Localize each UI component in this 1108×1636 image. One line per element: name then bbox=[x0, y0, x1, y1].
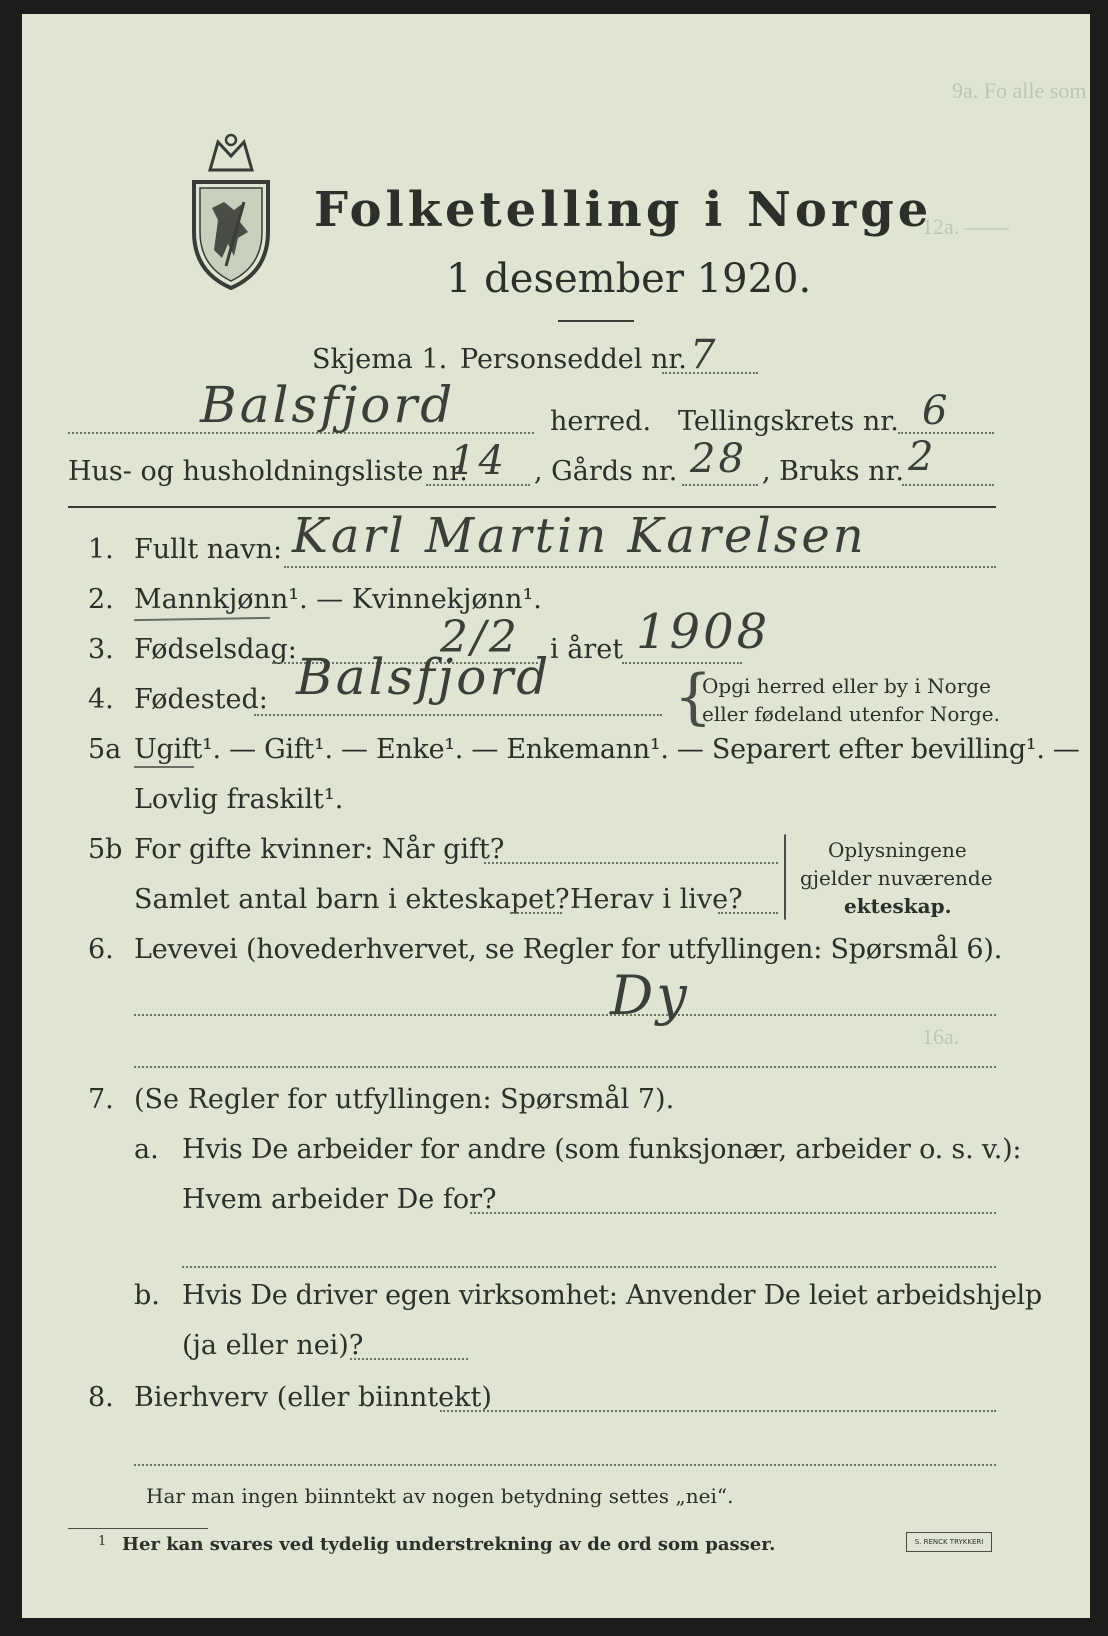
q7b-letter: b. bbox=[134, 1280, 160, 1311]
show-through-text: 9a. Fo alle som bbox=[952, 78, 1087, 103]
q2-underline bbox=[134, 617, 270, 621]
q6-line-1 bbox=[134, 1014, 996, 1016]
q5b-note-2: gjelder nuværende bbox=[800, 866, 993, 890]
q3-day: 2/2 bbox=[440, 612, 520, 663]
q5b-note-1: Oplysningene bbox=[828, 838, 967, 862]
bruks-line bbox=[902, 484, 994, 486]
q3-year-label: i året bbox=[550, 634, 624, 665]
q3-year: 1908 bbox=[636, 604, 771, 660]
title-divider bbox=[558, 320, 634, 322]
q5a-line-2: Lovlig fraskilt¹. bbox=[134, 784, 344, 815]
q6-number: 6. bbox=[88, 934, 114, 965]
q1-value: Karl Martin Karelsen bbox=[292, 508, 867, 564]
q4-number: 4. bbox=[88, 684, 114, 715]
q5b-line-2b: Herav i live? bbox=[570, 884, 743, 915]
q4-label: Fødested: bbox=[134, 684, 268, 715]
herred-value: Balsfjord bbox=[200, 376, 456, 434]
q7-number: 7. bbox=[88, 1084, 114, 1115]
personseddel-label: Personseddel nr. bbox=[460, 344, 687, 375]
schema-label: Skjema 1. bbox=[312, 344, 448, 375]
hus-line bbox=[426, 484, 530, 486]
printer-stamp: S. RENCK TRYKKERI bbox=[906, 1532, 992, 1552]
tellingskrets-value: 6 bbox=[922, 388, 951, 434]
q5a-number: 5a bbox=[88, 734, 122, 765]
q8-line-2 bbox=[134, 1464, 996, 1466]
footnote-mark: 1 bbox=[98, 1534, 107, 1549]
q4-note-1: Opgi herred eller by i Norge bbox=[702, 674, 991, 698]
q7a-letter: a. bbox=[134, 1134, 159, 1165]
q4-note-2: eller fødeland utenfor Norge. bbox=[702, 702, 1000, 726]
q4-brace: { bbox=[674, 662, 713, 732]
q2-label: Mannkjønn¹. — Kvinnekjønn¹. bbox=[134, 584, 542, 615]
footer-note: Har man ingen biinntekt av nogen betydning settes „nei“. bbox=[146, 1484, 734, 1508]
q2-number: 2. bbox=[88, 584, 114, 615]
q7b-line-2: (ja eller nei)? bbox=[182, 1330, 364, 1361]
q7a-line-extra bbox=[182, 1266, 996, 1268]
q1-number: 1. bbox=[88, 534, 114, 565]
q7-label: (Se Regler for utfyllingen: Spørsmål 7). bbox=[134, 1084, 675, 1115]
q5b-alive-line bbox=[718, 912, 778, 914]
gards-label: , Gårds nr. bbox=[534, 456, 678, 487]
q5b-married-line bbox=[484, 862, 778, 864]
q3-number: 3. bbox=[88, 634, 114, 665]
q1-line bbox=[284, 566, 996, 568]
gards-line bbox=[682, 484, 758, 486]
q7a-line-1: Hvis De arbeider for andre (som funksjonær, arbeider o. s. v.): bbox=[182, 1134, 1022, 1165]
hus-value: 14 bbox=[450, 438, 507, 484]
q5a-underline bbox=[134, 766, 194, 768]
personseddel-value: 7 bbox=[690, 332, 719, 378]
q7a-line bbox=[470, 1212, 996, 1214]
census-form-page bbox=[22, 14, 1090, 1618]
coat-of-arms-icon bbox=[188, 132, 274, 292]
hus-label: Hus- og husholdningsliste nr. bbox=[68, 456, 468, 487]
census-date: 1 desember 1920. bbox=[446, 256, 812, 302]
footnote: Her kan svares ved tydelig understrekning av de ord som passer. bbox=[122, 1534, 776, 1555]
q5a-line-1: Ugift¹. — Gift¹. — Enke¹. — Enkemann¹. — Separert efter bevilling¹. — bbox=[134, 734, 1080, 765]
q1-label: Fullt navn: bbox=[134, 534, 283, 565]
q4-value: Balsfjord bbox=[296, 648, 552, 706]
q5b-line-2: Samlet antal barn i ekteskapet? bbox=[134, 884, 570, 915]
q7b-line-1: Hvis De driver egen virksomhet: Anvender De leiet arbeidshjelp bbox=[182, 1280, 1042, 1311]
q4-line bbox=[254, 714, 662, 716]
bruks-value: 2 bbox=[908, 434, 937, 480]
q7a-line-2: Hvem arbeider De for? bbox=[182, 1184, 497, 1215]
show-through-text: 16a. bbox=[922, 1024, 960, 1049]
q7b-line bbox=[350, 1358, 468, 1360]
show-through-text: 12a. —— bbox=[922, 214, 1009, 239]
q5b-children-line bbox=[510, 912, 562, 914]
q8-line-1 bbox=[440, 1410, 996, 1412]
q8-label: Bierhverv (eller biinntekt) bbox=[134, 1382, 492, 1413]
q8-number: 8. bbox=[88, 1382, 114, 1413]
herred-label: herred. bbox=[550, 406, 652, 437]
q6-label: Levevei (hovederhvervet, se Regler for utfyllingen: Spørsmål 6). bbox=[134, 934, 1003, 965]
q5b-bracket bbox=[784, 834, 786, 920]
q5b-number: 5b bbox=[88, 834, 123, 865]
form-title: Folketelling i Norge bbox=[314, 182, 933, 238]
q5b-line-1: For gifte kvinner: Når gift? bbox=[134, 834, 505, 865]
q6-line-2 bbox=[134, 1066, 996, 1068]
tellingskrets-label: Tellingskrets nr. bbox=[678, 406, 899, 437]
footnote-divider bbox=[68, 1528, 208, 1529]
q3-label: Fødselsdag: bbox=[134, 634, 297, 665]
q5b-note-3: ekteskap. bbox=[844, 894, 952, 918]
q6-value: Dy bbox=[610, 964, 690, 1027]
gards-value: 28 bbox=[690, 436, 747, 482]
bruks-label: , Bruks nr. bbox=[762, 456, 905, 487]
